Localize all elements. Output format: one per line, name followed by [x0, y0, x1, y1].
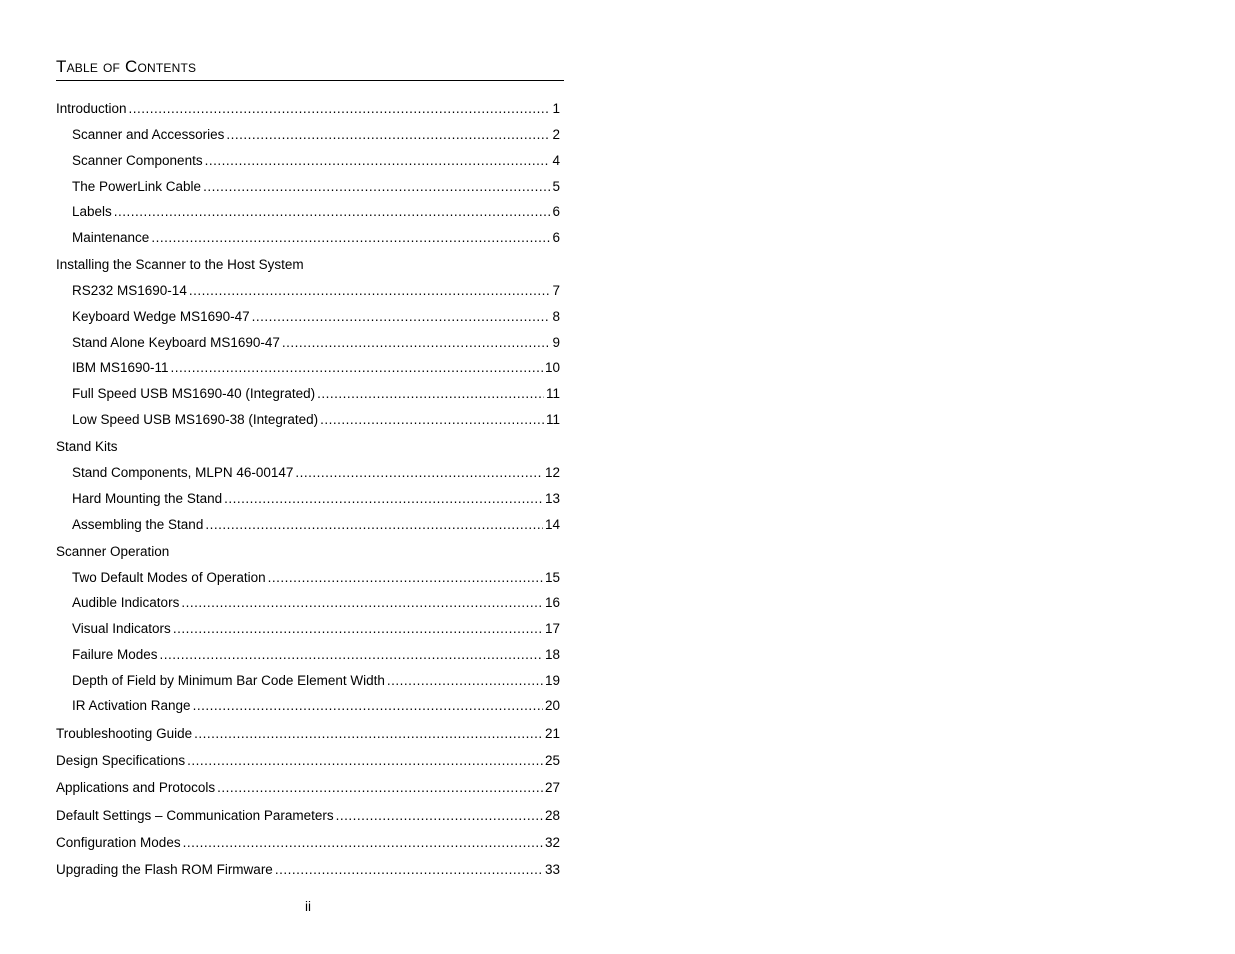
dot-leader [320, 411, 544, 429]
dot-leader [160, 646, 543, 664]
toc-entry-label: Stand Kits [56, 439, 118, 454]
toc-entry-label: Scanner Components [72, 153, 203, 168]
toc-entry-label: Upgrading the Flash ROM Firmware [56, 862, 273, 877]
toc-entry-page: 10 [544, 360, 560, 375]
toc-entry[interactable] [72, 308, 560, 326]
toc-entry-page: 28 [544, 808, 560, 823]
toc-entry[interactable] [72, 334, 560, 352]
toc-entry-label: Stand Alone Keyboard MS1690-47 [72, 335, 280, 350]
toc-entry-page: 6 [552, 204, 560, 219]
toc-entry-label: Introduction [56, 101, 127, 116]
toc-entry-page: 33 [544, 862, 560, 877]
toc-entry-page: 4 [552, 153, 560, 168]
toc-entry[interactable] [72, 620, 560, 638]
toc-entry[interactable] [72, 359, 560, 377]
toc-entry-label: The PowerLink Cable [72, 179, 202, 194]
toc-entry-page: 7 [552, 283, 560, 298]
toc-entry[interactable] [72, 152, 560, 170]
dot-leader [217, 779, 543, 797]
toc-entry-label: Two Default Modes of Operation [72, 570, 266, 585]
toc-entry-label: Hard Mounting the Stand [72, 491, 223, 506]
dot-leader [181, 594, 543, 612]
dot-leader [151, 229, 550, 247]
toc-entry-label: Keyboard Wedge MS1690-47 [72, 309, 250, 324]
toc-entry[interactable] [56, 725, 560, 743]
toc-entry[interactable] [72, 178, 560, 196]
toc-entry-label: Design Specifications [56, 753, 186, 768]
toc-entry-page: 20 [544, 698, 560, 713]
toc-entry-label: Configuration Modes [56, 835, 181, 850]
toc-entry-page: 13 [544, 491, 560, 506]
dot-leader [183, 834, 543, 852]
toc-entry[interactable] [72, 672, 560, 690]
toc-entry-label: Low Speed USB MS1690-38 (Integrated) [72, 412, 319, 427]
toc-entry-label: IR Activation Range [72, 698, 191, 713]
toc-entry-label: Maintenance [72, 230, 150, 245]
toc-entry-label: Failure Modes [72, 647, 158, 662]
toc-entry[interactable] [72, 411, 560, 429]
toc-entry[interactable] [72, 516, 560, 534]
toc-entry-label: Assembling the Stand [72, 517, 204, 532]
toc-entry[interactable] [72, 594, 560, 612]
dot-leader [193, 697, 543, 715]
toc-entry-label: Installing the Scanner to the Host System [56, 257, 304, 272]
toc-entry-page: 11 [545, 386, 560, 401]
dot-leader [224, 490, 543, 508]
toc-entry[interactable] [72, 229, 560, 247]
toc-entry-label: Applications and Protocols [56, 780, 216, 795]
dot-leader [189, 282, 551, 300]
toc-entry[interactable] [56, 438, 560, 456]
toc-entry[interactable] [72, 385, 560, 403]
toc-entry-page: 9 [552, 335, 560, 350]
dot-leader [275, 861, 543, 879]
dot-leader [171, 359, 543, 377]
dot-leader [226, 126, 550, 144]
toc-entry-page: 25 [544, 753, 560, 768]
page-number: ii [305, 899, 311, 914]
toc-entry[interactable] [72, 697, 560, 715]
toc-entry[interactable] [56, 752, 560, 770]
toc-entry-page: 1 [552, 101, 560, 116]
toc-entry-label: Default Settings – Communication Parameters [56, 808, 334, 823]
toc-heading: Table of Contents [56, 56, 564, 81]
toc-entry[interactable] [56, 861, 560, 879]
toc-entry-label: Audible Indicators [72, 595, 180, 610]
toc-entry-page: 27 [544, 780, 560, 795]
toc-entry-label: Scanner and Accessories [72, 127, 225, 142]
toc-entry[interactable] [56, 100, 560, 118]
toc-entry-label: IBM MS1690-11 [72, 360, 169, 375]
toc-entry-label: Troubleshooting Guide [56, 726, 193, 741]
toc-entry[interactable] [56, 543, 560, 561]
toc-entry[interactable] [56, 256, 560, 274]
toc-entry-page: 2 [552, 127, 560, 142]
toc-entry-page: 21 [544, 726, 560, 741]
toc-entry-page: 15 [544, 570, 560, 585]
toc-entry-page: 16 [544, 595, 560, 610]
toc-entry[interactable] [72, 203, 560, 221]
toc-entry-label: Stand Components, MLPN 46-00147 [72, 465, 294, 480]
toc-entry-page: 11 [545, 412, 560, 427]
toc-entry[interactable] [72, 464, 560, 482]
toc-entry-page: 32 [544, 835, 560, 850]
toc-entry-page: 8 [552, 309, 560, 324]
toc-entry-page: 17 [544, 621, 560, 636]
toc-entry-page: 18 [544, 647, 560, 662]
toc-entry-label: Labels [72, 204, 112, 219]
toc-entry-page: 19 [544, 673, 560, 688]
toc-entry-label: RS232 MS1690-14 [72, 283, 187, 298]
toc-entry[interactable] [72, 282, 560, 300]
dot-leader [173, 620, 543, 638]
dot-leader [387, 672, 543, 690]
dot-leader [252, 308, 551, 326]
toc-entry[interactable] [56, 779, 560, 797]
dot-leader [295, 464, 543, 482]
toc-entry-label: Depth of Field by Minimum Bar Code Element Width [72, 673, 385, 688]
toc-entry[interactable] [72, 646, 560, 664]
toc-entry[interactable] [56, 807, 560, 825]
toc-entry[interactable] [72, 569, 560, 587]
dot-leader [205, 152, 551, 170]
dot-leader [282, 334, 551, 352]
toc-list [56, 0, 560, 954]
toc-entry-label: Scanner Operation [56, 544, 170, 559]
toc-entry[interactable] [56, 834, 560, 852]
toc-entry[interactable] [72, 126, 560, 144]
toc-entry-page: 5 [552, 179, 560, 194]
dot-leader [317, 385, 544, 403]
toc-entry-page: 6 [552, 230, 560, 245]
toc-entry-page: 12 [544, 465, 560, 480]
dot-leader [203, 178, 550, 196]
dot-leader [114, 203, 551, 221]
dot-leader [129, 100, 551, 118]
toc-entry[interactable] [72, 490, 560, 508]
toc-entry-page: 14 [544, 517, 560, 532]
dot-leader [336, 807, 543, 825]
dot-leader [205, 516, 543, 534]
dot-leader [187, 752, 543, 770]
toc-entry-label: Full Speed USB MS1690-40 (Integrated) [72, 386, 316, 401]
dot-leader [194, 725, 543, 743]
toc-entry-label: Visual Indicators [72, 621, 171, 636]
dot-leader [268, 569, 543, 587]
